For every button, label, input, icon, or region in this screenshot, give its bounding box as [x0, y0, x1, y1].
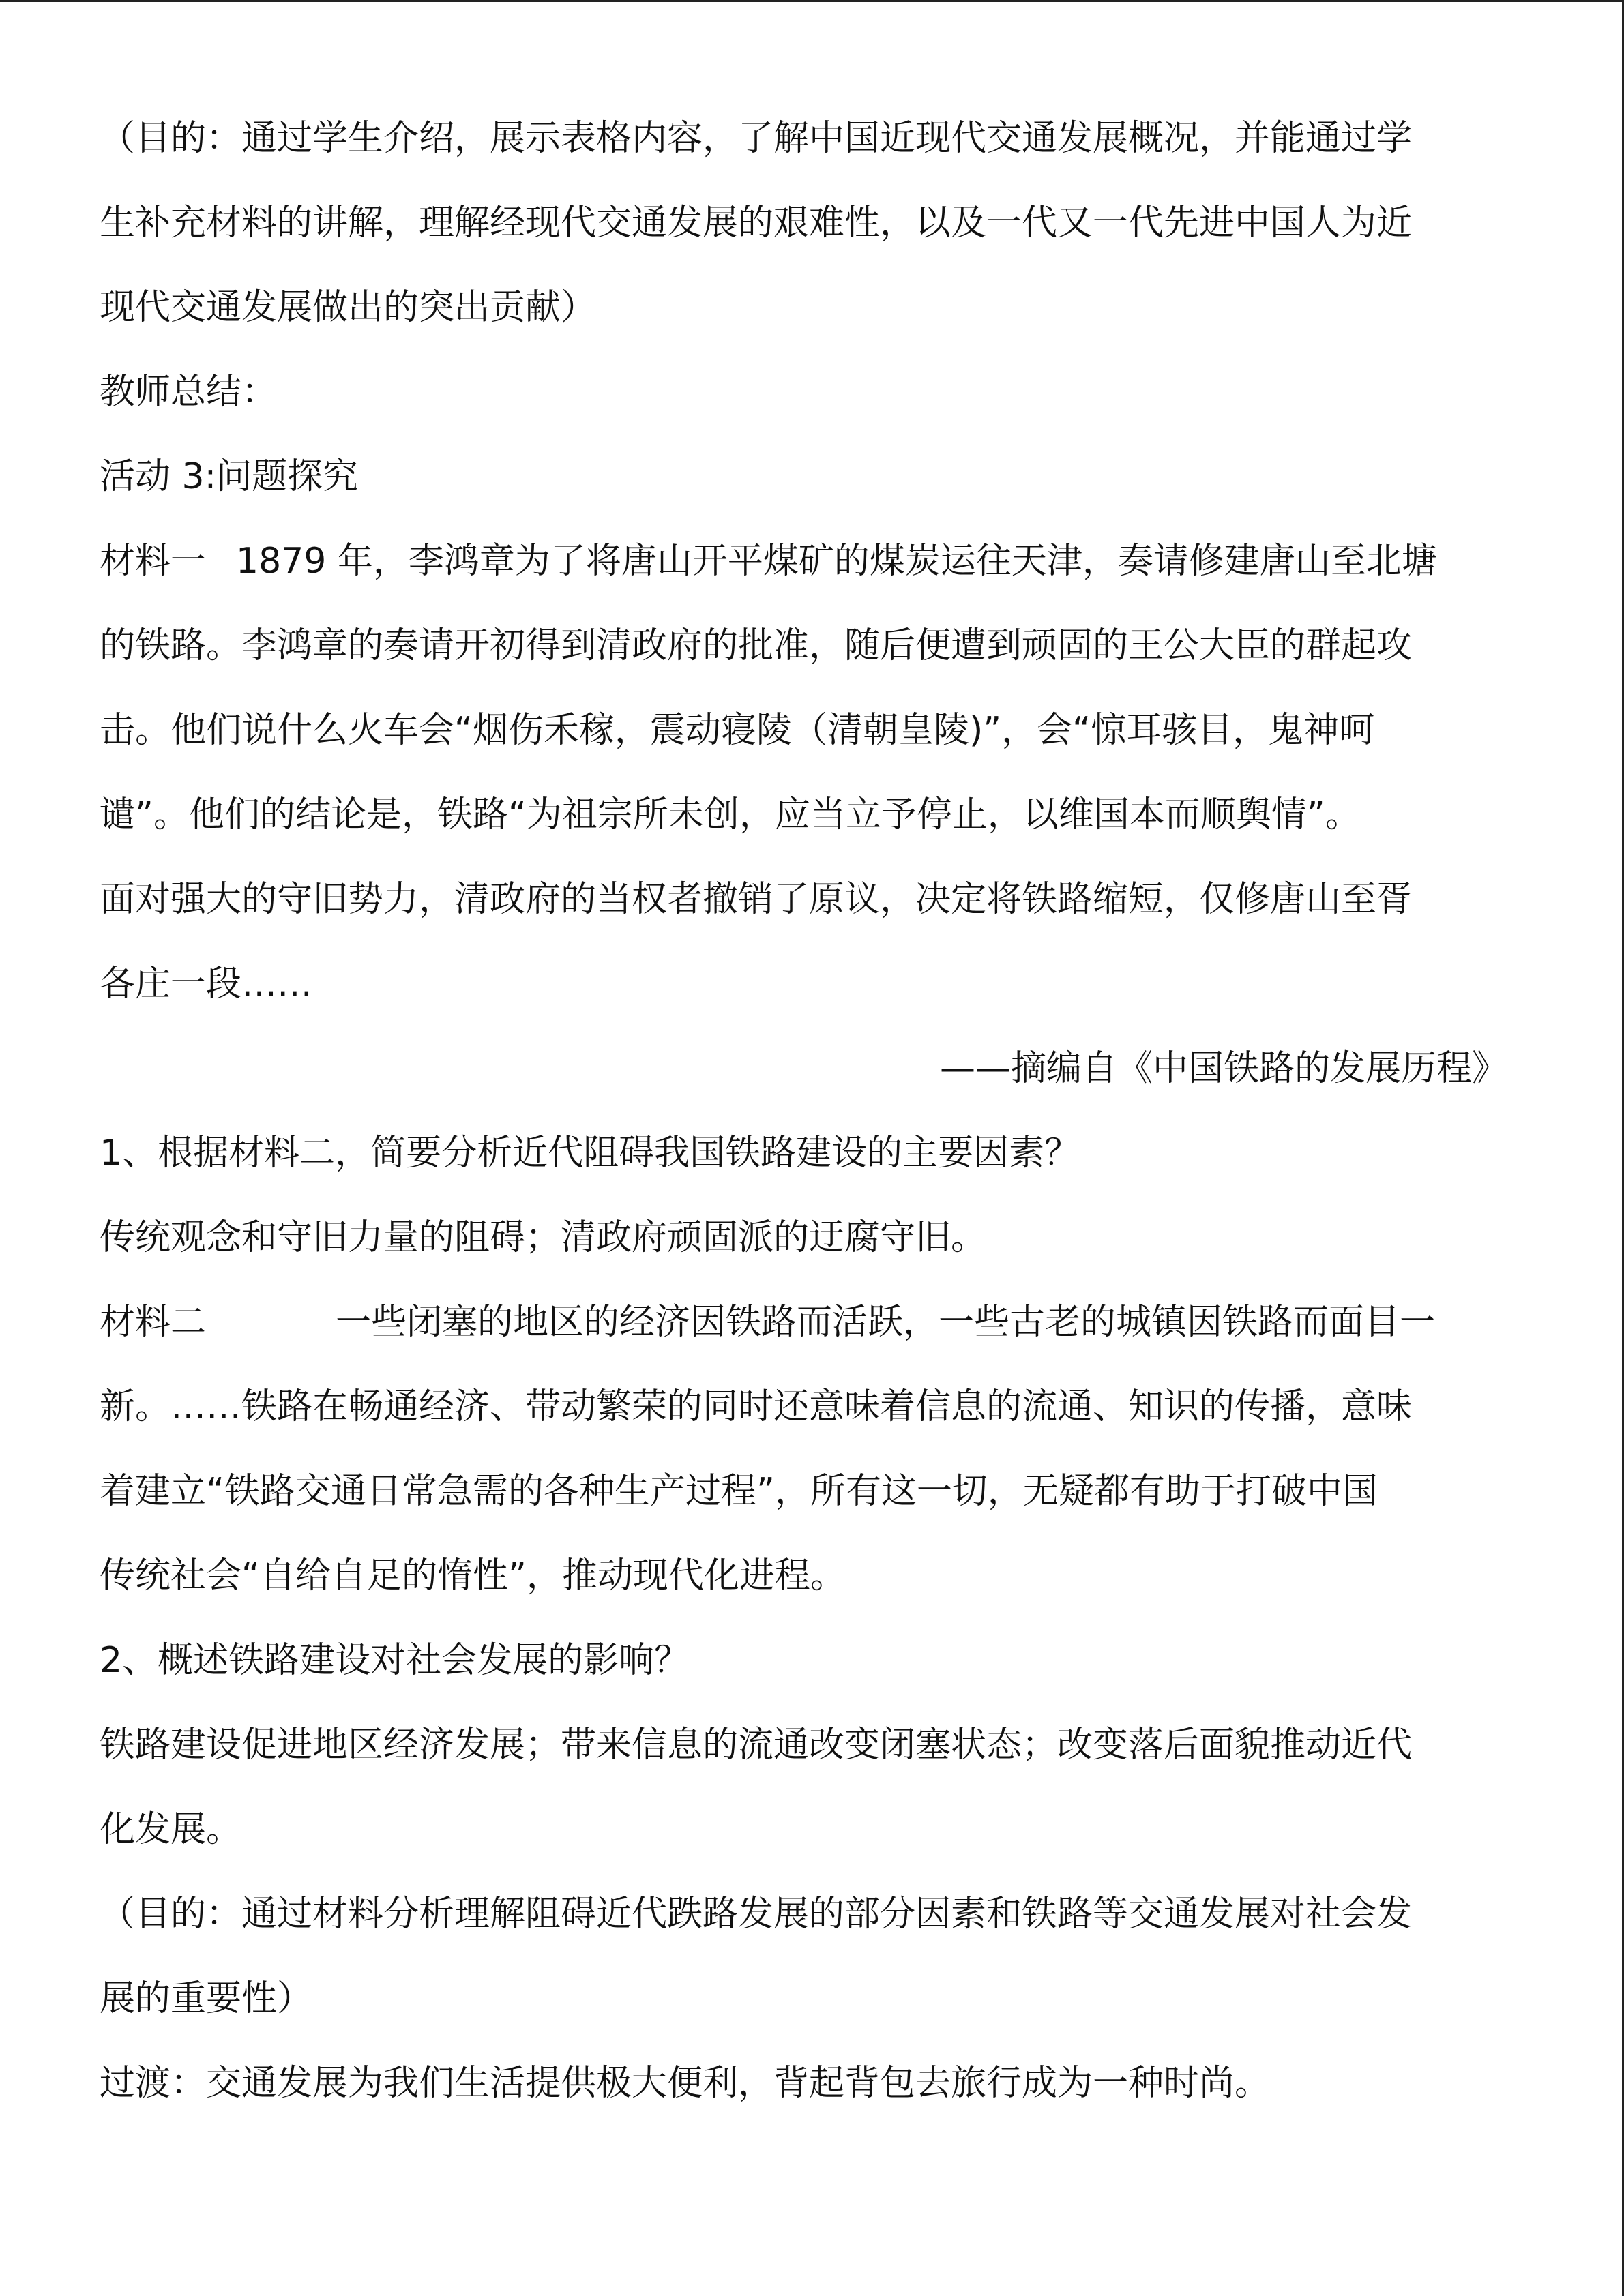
purpose-line-3: 现代交通发展做出的突出贡献）: [100, 287, 597, 328]
material-2-line-4: 传统社会“自给自足的惰性”，推动现代化进程。: [100, 1555, 846, 1596]
material-1-text-start: 1879 年，李鸿章为了将唐山开平煤矿的煤炭运往天津，奏请修建唐山至北塘: [236, 541, 1437, 582]
material-1-line-6: 各庄一段……: [100, 964, 313, 1004]
material-1-line-4: 谴”。他们的结论是，铁路“为祖宗所未创，应当立予停止，以维国本而顺舆情”。: [100, 794, 1361, 835]
purpose-line-2: 生补充材料的讲解，理解经现代交通发展的艰难性，以及一代又一代先进中国人为近: [100, 203, 1413, 243]
purpose-line-1: （目的：通过学生介绍，展示表格内容，了解中国近现代交通发展概况，并能通过学: [100, 118, 1413, 159]
material-1-line-2: 的铁路。李鸿章的奏请开初得到清政府的批准，随后便遭到顽固的王公大臣的群起攻: [100, 625, 1413, 666]
material-2-line-2: 新。……铁路在畅通经济、带动繁荣的同时还意味着信息的流通、知识的传播，意味: [100, 1386, 1413, 1427]
material-2-label: 材料二: [100, 1302, 207, 1343]
material-2-text-start: 一些闭塞的地区的经济因铁路而活跃，一些古老的城镇因铁路而面目一: [336, 1302, 1436, 1343]
material-1-source: ——摘编自《中国铁路的发展历程》: [939, 1048, 1507, 1089]
transition-line: 过渡：交通发展为我们生活提供极大便利，背起背包去旅行成为一种时尚。: [100, 2063, 1271, 2104]
material-2-line-3: 着建立“铁路交通日常急需的各种生产过程”，所有这一切，无疑都有助于打破中国: [100, 1471, 1378, 1512]
answer-2-line-2: 化发展。: [100, 1809, 242, 1850]
document-body: [100, 96, 1525, 2126]
material-1-line-5: 面对强大的守旧势力，清政府的当权者撤销了原议，决定将铁路缩短，仅修唐山至胥: [100, 879, 1413, 920]
teacher-summary-label: 教师总结：: [100, 372, 278, 413]
question-1: 1、根据材料二，简要分析近代阻碍我国铁路建设的主要因素？: [100, 1133, 1080, 1174]
purpose-2-line-2: 展的重要性）: [100, 1978, 313, 2019]
answer-2-line-1: 铁路建设促进地区经济发展；带来信息的流通改变闭塞状态；改变落后面貌推动近代: [100, 1725, 1413, 1765]
material-1-label: 材料一: [100, 541, 207, 582]
question-2: 2、概述铁路建设对社会发展的影响？: [100, 1640, 690, 1681]
material-1-line-3: 击。他们说什么火车会“烟伤禾稼，震动寝陵（清朝皇陵)”，会“惊耳骇目，鬼神呵: [100, 710, 1375, 751]
material-2-line-1: [100, 1280, 1525, 1365]
purpose-2-line-1: （目的：通过材料分析理解阻碍近代跌路发展的部分因素和铁路等交通发展对社会发: [100, 1894, 1413, 1935]
material-1-line-1: [100, 519, 1525, 603]
activity-3-heading: 活动 3:问题探究: [100, 456, 359, 497]
answer-1: 传统观念和守旧力量的阻碍；清政府顽固派的迂腐守旧。: [100, 1217, 987, 1258]
